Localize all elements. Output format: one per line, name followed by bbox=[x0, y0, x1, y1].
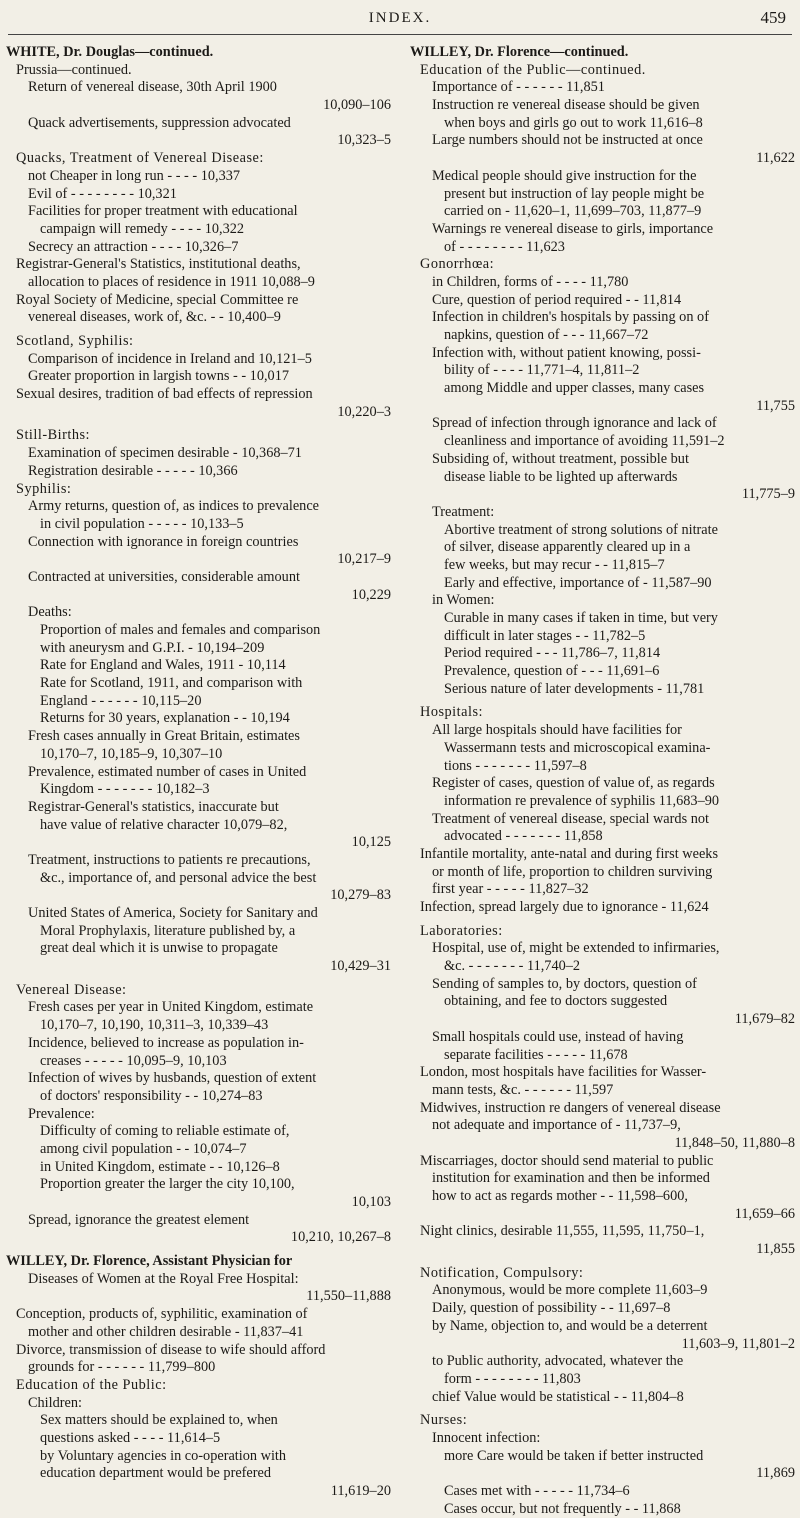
index-entry-line: Anonymous, would be more complete 11,603–9 bbox=[432, 1282, 708, 1299]
index-entry-line: Midwives, instruction re dangers of venereal disease bbox=[420, 1099, 721, 1116]
index-entry-line: 11,550–11,888 bbox=[306, 1288, 391, 1305]
index-entry-line: Infection, spread largely due to ignorance - 11,624 bbox=[420, 899, 709, 915]
index-entry-line: carried on - 11,620–1, 11,699–703, 11,877–9 bbox=[444, 203, 702, 220]
index-entry-line: Miscarriages, doctor should send material to public bbox=[420, 1152, 714, 1169]
index-entry-line: Rate for England and Wales, 1911 - 10,114 bbox=[40, 657, 286, 674]
index-entry-line: more Care would be taken if better instructed bbox=[444, 1447, 704, 1464]
index-entry-line: Small hospitals could use, instead of having bbox=[432, 1028, 684, 1045]
index-entry-line: of silver, disease apparently cleared up in a bbox=[444, 539, 691, 556]
index-entry-line: Infection in children's hospitals by passing on of bbox=[432, 309, 709, 326]
index-entry-line: Army returns, question of, as indices to prevalence bbox=[28, 498, 320, 515]
index-entry-line: Treatment, instructions to patients re precautions, bbox=[28, 851, 311, 868]
index-entry-line: chief Value would be statistical - - 11,804–8 bbox=[432, 1388, 684, 1405]
index-entry-line: Infantile mortality, ante-natal and during first weeks bbox=[420, 845, 719, 862]
index-entry-line: 10,220–3 bbox=[337, 403, 391, 420]
index-entry-line: difficult in later stages - - 11,782–5 bbox=[444, 627, 646, 644]
index-entry-line: by Voluntary agencies in co-operation with bbox=[40, 1447, 287, 1464]
index-entry-line: Examination of specimen desirable - 10,368–71 bbox=[28, 445, 302, 462]
index-entry-line: England - - - - - - 10,115–20 bbox=[40, 692, 202, 709]
index-entry-line: Laboratories: bbox=[420, 922, 503, 939]
index-entry-line: mother and other children desirable - 11,837–41 bbox=[28, 1323, 304, 1340]
index-entry-line: 10,090–106 bbox=[323, 97, 391, 114]
index-entry-line: Sending of samples to, by doctors, question of bbox=[432, 975, 697, 992]
index-entry-line: Infection of wives by husbands, question of extent bbox=[28, 1070, 317, 1087]
index-entry-line: Kingdom - - - - - - - 10,182–3 bbox=[40, 781, 210, 798]
index-entry-line: All large hospitals should have facilities for bbox=[432, 722, 682, 739]
index-entry-line: Secrecy an attraction - - - - 10,326–7 bbox=[28, 238, 239, 255]
page-number: 459 bbox=[760, 8, 786, 27]
index-entry-line: Contracted at universities, considerable amount bbox=[28, 568, 300, 585]
index-entry-line: Scotland, Syphilis: bbox=[16, 333, 134, 349]
index-entry-line: Fresh cases per year in United Kingdom, estimate bbox=[28, 999, 314, 1016]
index-entry-line: 11,869 bbox=[756, 1465, 795, 1482]
index-entry-line: Hospitals: bbox=[420, 704, 483, 721]
index-entry-line: obtaining, and fee to doctors suggested bbox=[444, 993, 668, 1010]
index-entry-line: Venereal Disease: bbox=[16, 981, 127, 998]
index-entry-line: Notification, Compulsory: bbox=[420, 1264, 584, 1281]
index-entry-line: Curable in many cases if taken in time, but very bbox=[444, 610, 718, 626]
index-entry-line: Cases met with - - - - - 11,734–6 bbox=[444, 1483, 630, 1499]
index-entry-line: Evil of - - - - - - - - 10,321 bbox=[28, 185, 177, 202]
index-entry-line: United States of America, Society for Sanitary and bbox=[28, 905, 318, 921]
running-title: INDEX. bbox=[368, 10, 432, 26]
index-entry-line: to Public authority, advocated, whatever the bbox=[432, 1353, 684, 1370]
index-entry-line: Education of the Public—continued. bbox=[420, 61, 646, 78]
index-entry-line: Registrar-General's statistics, inaccurate but bbox=[28, 798, 279, 815]
left-column bbox=[6, 44, 391, 1501]
index-entry-line: Syphilis: bbox=[16, 480, 72, 497]
index-entry-line: Subsiding of, without treatment, possible but bbox=[432, 450, 689, 467]
index-entry-line: Quack advertisements, suppression advocated bbox=[28, 114, 291, 131]
index-entry-line: bility of - - - - 11,771–4, 11,811–2 bbox=[444, 362, 640, 379]
index-entry-line: 11,855 bbox=[756, 1241, 795, 1258]
index-entry-line: Diseases of Women at the Royal Free Hospital: bbox=[28, 1270, 299, 1287]
index-entry-line: separate facilities - - - - - 11,678 bbox=[444, 1046, 628, 1063]
index-entry-line: Medical people should give instruction for the bbox=[432, 167, 697, 184]
index-entry-line: Hospital, use of, might be extended to infirmaries, bbox=[432, 940, 720, 957]
index-entry-line: with aneurysm and G.P.I. - 10,194–209 bbox=[40, 639, 265, 656]
index-entry-line: allocation to places of residence in 1911 10,088–9 bbox=[28, 273, 315, 290]
index-entry-line: Registrar-General's Statistics, institutional deaths, bbox=[16, 256, 301, 273]
index-entry-line: Infection with, without patient knowing, possi- bbox=[432, 344, 701, 361]
index-entry-line: Still-Births: bbox=[16, 427, 91, 444]
index-entry-line: Warnings re venereal disease to girls, importance bbox=[432, 220, 714, 237]
index-entry-line: Cure, question of period required - - 11,814 bbox=[432, 291, 682, 308]
index-entry-line: Sex matters should be explained to, when bbox=[40, 1412, 278, 1429]
index-entry-line: Moral Prophylaxis, literature published by, a bbox=[40, 922, 296, 939]
index-entry-line: in United Kingdom, estimate - - 10,126–8 bbox=[40, 1158, 280, 1175]
index-entry-line: Returns for 30 years, explanation - - 10,194 bbox=[40, 710, 290, 727]
index-entry-line: Prevalence, estimated number of cases in United bbox=[28, 763, 307, 780]
index-entry-line: Greater proportion in largish towns - - 10,017 bbox=[28, 368, 290, 385]
index-entry-line: not adequate and importance of - 11,737–9, bbox=[432, 1117, 681, 1134]
index-entry-line: first year - - - - - 11,827–32 bbox=[432, 881, 589, 898]
index-entry-line: by Name, objection to, and would be a deterrent bbox=[432, 1317, 708, 1334]
index-entry-line: education department would be prefered bbox=[40, 1465, 272, 1482]
index-entry-line: or month of life, proportion to children surviving bbox=[432, 863, 713, 880]
index-entry-line: 10,170–7, 10,185–9, 10,307–10 bbox=[40, 745, 223, 762]
index-entry-line: Education of the Public: bbox=[16, 1376, 167, 1393]
index-entry-line: creases - - - - - 10,095–9, 10,103 bbox=[40, 1052, 227, 1069]
index-entry-line: London, most hospitals have facilities for Wasser- bbox=[420, 1064, 707, 1081]
index-entry-line: institution for examination and then be informed bbox=[432, 1170, 710, 1187]
index-entry-line: in Children, forms of - - - - 11,780 bbox=[432, 273, 629, 290]
index-entry-line: disease liable to be lighted up afterwards bbox=[444, 468, 678, 485]
index-entry-line: 10,125 bbox=[351, 834, 391, 851]
index-entry-line: how to act as regards mother - - 11,598–600, bbox=[432, 1188, 688, 1204]
index-entry-line: among Middle and upper classes, many cases bbox=[444, 380, 705, 397]
index-entry-line: &c., importance of, and personal advice the best bbox=[40, 869, 317, 886]
header-rule bbox=[8, 34, 792, 35]
index-entry-line: Serious nature of later developments - 11,781 bbox=[444, 680, 705, 697]
index-entry-line: 10,210, 10,267–8 bbox=[290, 1229, 391, 1246]
index-entry-line: among civil population - - 10,074–7 bbox=[40, 1140, 247, 1157]
index-entry-line: Importance of - - - - - - 11,851 bbox=[432, 79, 605, 96]
index-entry-line: Daily, question of possibility - - 11,697–8 bbox=[432, 1300, 671, 1317]
index-entry-line: 11,848–50, 11,880–8 bbox=[674, 1134, 795, 1151]
index-entry-line: WILLEY, Dr. Florence, Assistant Physician for bbox=[6, 1253, 293, 1270]
index-entry-line: Treatment of venereal disease, special wards not bbox=[432, 810, 709, 827]
index-entry-line: 10,429–31 bbox=[330, 958, 391, 975]
index-entry-line: have value of relative character 10,079–82, bbox=[40, 816, 288, 833]
index-entry-line: Fresh cases annually in Great Britain, estimates bbox=[28, 728, 300, 745]
index-entry-line: tions - - - - - - - 11,597–8 bbox=[444, 757, 587, 774]
index-entry-line: 10,323–5 bbox=[337, 132, 391, 149]
index-entry-line: 11,679–82 bbox=[734, 1011, 795, 1028]
index-entry-line: Treatment: bbox=[432, 503, 495, 520]
index-entry-line: venereal diseases, work of, &c. - - 10,400–9 bbox=[28, 309, 281, 326]
index-entry-line: when boys and girls go out to work 11,616–8 bbox=[444, 114, 703, 131]
index-entry-line: Prevalence, question of - - - 11,691–6 bbox=[444, 663, 660, 680]
index-entry-line: questions asked - - - - 11,614–5 bbox=[40, 1429, 221, 1446]
index-entry-line: WHITE, Dr. Douglas—continued. bbox=[6, 44, 214, 60]
index-entry-line: Sexual desires, tradition of bad effects of repression bbox=[16, 386, 313, 403]
index-entry-line: 11,619–20 bbox=[330, 1483, 391, 1499]
index-entry-line: Innocent infection: bbox=[432, 1429, 541, 1446]
index-entry-line: Incidence, believed to increase as population in- bbox=[28, 1034, 304, 1051]
index-entry-line: advocated - - - - - - - 11,858 bbox=[444, 828, 603, 845]
index-entry-line: 11,659–66 bbox=[734, 1205, 795, 1222]
index-entry-line: 10,279–83 bbox=[330, 887, 391, 904]
index-entry-line: &c. - - - - - - - 11,740–2 bbox=[444, 958, 581, 975]
index-entry-line: Children: bbox=[28, 1394, 83, 1411]
index-entry-line: 11,775–9 bbox=[741, 486, 795, 503]
index-entry-line: Divorce, transmission of disease to wife should afford bbox=[16, 1341, 326, 1358]
index-entry-line: Wassermann tests and microscopical examina- bbox=[444, 739, 711, 756]
index-entry-line: great deal which it is unwise to propagate bbox=[40, 940, 278, 957]
index-entry-line: present but instruction of lay people might be bbox=[444, 185, 705, 202]
index-entry-line: napkins, question of - - - 11,667–72 bbox=[444, 327, 649, 343]
index-entry-line: Prevalence: bbox=[28, 1105, 95, 1122]
index-entry-line: in civil population - - - - - 10,133–5 bbox=[40, 515, 244, 532]
index-entry-line: Gonorrhœa: bbox=[420, 256, 495, 273]
index-entry-line: campaign will remedy - - - - 10,322 bbox=[40, 220, 245, 237]
index-entry-line: not Cheaper in long run - - - - 10,337 bbox=[28, 167, 241, 184]
index-entry-line: Cases occur, but not frequently - - 11,868 bbox=[444, 1500, 681, 1517]
index-entry-line: Deaths: bbox=[28, 604, 72, 621]
index-entry-line: Spread, ignorance the greatest element bbox=[28, 1211, 250, 1228]
index-entry-line: 10,229 bbox=[351, 586, 391, 603]
index-entry-line: Register of cases, question of value of, as regards bbox=[432, 775, 715, 792]
index-entry-line: Comparison of incidence in Ireland and 10,121–5 bbox=[28, 350, 312, 367]
index-entry-line: mann tests, &c. - - - - - - 11,597 bbox=[432, 1081, 614, 1098]
index-entry-line: Prussia—continued. bbox=[16, 61, 132, 78]
index-entry-line: Conception, products of, syphilitic, examination of bbox=[16, 1306, 308, 1323]
page-header bbox=[0, 8, 800, 34]
index-entry-line: 10,103 bbox=[351, 1194, 391, 1210]
index-entry-line: 10,170–7, 10,190, 10,311–3, 10,339–43 bbox=[40, 1017, 269, 1034]
index-entry-line: Abortive treatment of strong solutions of nitrate bbox=[444, 521, 718, 538]
index-entry-line: grounds for - - - - - - 11,799–800 bbox=[28, 1359, 216, 1376]
index-entry-line: Quacks, Treatment of Venereal Disease: bbox=[16, 150, 264, 167]
index-entry-line: Instruction re venereal disease should be given bbox=[432, 97, 700, 114]
index-entry-line: 10,217–9 bbox=[337, 551, 391, 568]
index-entry-line: of doctors' responsibility - - 10,274–83 bbox=[40, 1087, 263, 1104]
index-entry-line: Spread of infection through ignorance and lack of bbox=[432, 415, 717, 432]
index-entry-line: Early and effective, importance of - 11,587–90 bbox=[444, 574, 712, 591]
index-entry-line: Facilities for proper treatment with educational bbox=[28, 203, 298, 220]
index-entry-line: Connection with ignorance in foreign countries bbox=[28, 533, 299, 550]
index-entry-line: cleanliness and importance of avoiding 11,591–2 bbox=[444, 433, 725, 450]
index-entry-line: Night clinics, desirable 11,555, 11,595, 11,750–1, bbox=[420, 1223, 705, 1240]
index-entry-line: of - - - - - - - - 11,623 bbox=[444, 238, 565, 255]
index-entry-line: 11,622 bbox=[756, 150, 795, 167]
index-entry-line: Rate for Scotland, 1911, and comparison with bbox=[40, 675, 303, 692]
index-entry-line: Proportion of males and females and comparison bbox=[40, 622, 321, 638]
index-entry-line: 11,603–9, 11,801–2 bbox=[681, 1335, 795, 1352]
index-entry-line: form - - - - - - - - 11,803 bbox=[444, 1370, 581, 1387]
index-entry-line: Registration desirable - - - - - 10,366 bbox=[28, 462, 238, 479]
index-entry-line: Nurses: bbox=[420, 1412, 468, 1429]
index-entry-line: information re prevalence of syphilis 11,683–90 bbox=[444, 792, 720, 809]
index-entry-line: few weeks, but may recur - - 11,815–7 bbox=[444, 556, 665, 573]
index-entry-line: in Women: bbox=[432, 592, 495, 609]
index-entry-line: 11,755 bbox=[756, 397, 795, 414]
index-entry-line: WILLEY, Dr. Florence—continued. bbox=[410, 44, 629, 60]
index-entry-line: Royal Society of Medicine, special Committee re bbox=[16, 291, 299, 308]
index-entry-line: Difficulty of coming to reliable estimate of, bbox=[40, 1123, 290, 1140]
right-column bbox=[410, 44, 795, 1518]
index-entry-line: Return of venereal disease, 30th April 1900 bbox=[28, 79, 277, 96]
index-entry-line: Period required - - - 11,786–7, 11,814 bbox=[444, 645, 661, 662]
index-entry-line: Proportion greater the larger the city 10,100, bbox=[40, 1176, 295, 1193]
index-entry-line: Large numbers should not be instructed at once bbox=[432, 132, 703, 149]
